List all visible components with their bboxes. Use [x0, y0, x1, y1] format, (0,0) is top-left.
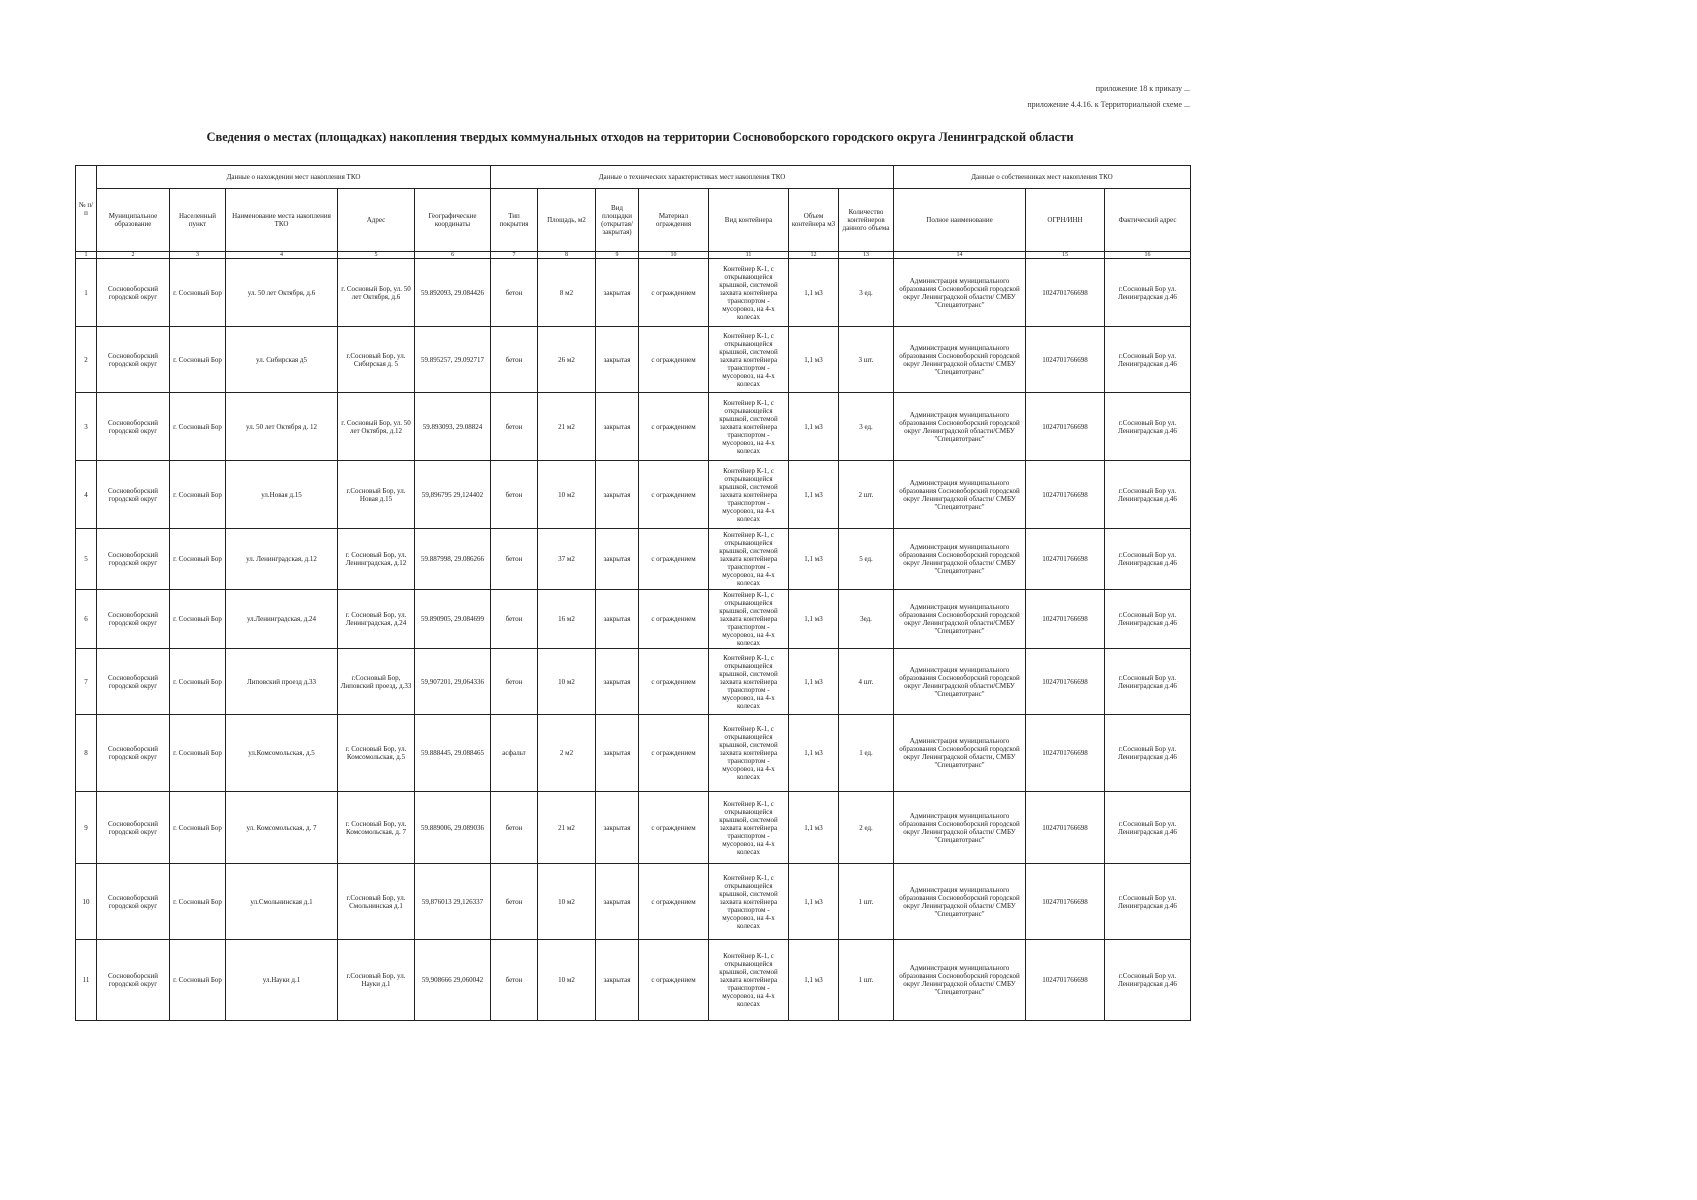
coordinates-cell: 59,908666 29,060042 — [415, 940, 491, 1021]
ogrn-cell: 1024701766698 — [1026, 792, 1105, 864]
owner-name-cell: Администрация муниципального образования Сосновоборский городской округ Ленинградской области/СМБУ "Спецавтотранс" — [894, 590, 1026, 649]
settlement-cell: г. Сосновый Бор — [170, 590, 226, 649]
municipality-cell: Сосновоборский городской округ — [97, 529, 170, 590]
column-header: Географические координаты — [415, 189, 491, 252]
site-kind-cell: закрытая — [596, 864, 639, 940]
container-type-cell: Контейнер К-1, с открывающейся крышкой, системой захвата контейнера транспортом - мусоровоз, на 4-х колесах — [709, 864, 789, 940]
group-owners-header: Данные о собственниках мест накопления ТКО — [894, 166, 1191, 189]
surface-type-cell: бетон — [491, 529, 538, 590]
container-count-cell: 4 шт. — [839, 649, 894, 715]
owner-name-cell: Администрация муниципального образования Сосновоборский городской округ Ленинградской области/ СМБУ "Спецавтотранс" — [894, 792, 1026, 864]
settlement-cell: г. Сосновый Бор — [170, 792, 226, 864]
actual-address-cell: г.Сосновый Бор ул. Ленинградская д.46 — [1105, 393, 1191, 461]
site-name-cell: ул.Смольнинская д.1 — [226, 864, 338, 940]
surface-type-cell: бетон — [491, 259, 538, 327]
owner-name-cell: Администрация муниципального образования Сосновоборский городской округ Ленинградской области/ СМБУ "Спецавтотранс" — [894, 940, 1026, 1021]
ogrn-cell: 1024701766698 — [1026, 259, 1105, 327]
container-count-cell: 3ед. — [839, 590, 894, 649]
ogrn-cell: 1024701766698 — [1026, 649, 1105, 715]
address-cell: г.Сосновый Бор, ул. Новая д.15 — [338, 461, 415, 529]
column-number: 7 — [491, 252, 538, 259]
settlement-cell: г. Сосновый Бор — [170, 327, 226, 393]
coordinates-cell: 59,876013 29,126337 — [415, 864, 491, 940]
address-cell: г. Сосновый Бор, ул. Ленинградская, д.24 — [338, 590, 415, 649]
actual-address-cell: г.Сосновый Бор ул. Ленинградская д.46 — [1105, 940, 1191, 1021]
appendix-note-order: приложение 18 к приказу ... — [1095, 84, 1190, 93]
settlement-cell: г. Сосновый Бор — [170, 940, 226, 1021]
container-volume-cell: 1,1 м3 — [789, 590, 839, 649]
settlement-cell: г. Сосновый Бор — [170, 461, 226, 529]
owner-name-cell: Администрация муниципального образования Сосновоборский городской округ Ленинградской области/ СМБУ "Спецавтотранс" — [894, 461, 1026, 529]
coordinates-cell: 59.893093, 29.08824 — [415, 393, 491, 461]
column-header: ОГРН/ИНН — [1026, 189, 1105, 252]
container-count-cell: 3 шт. — [839, 327, 894, 393]
surface-type-cell: бетон — [491, 940, 538, 1021]
row-number-cell: 5 — [76, 529, 97, 590]
ogrn-cell: 1024701766698 — [1026, 529, 1105, 590]
fence-material-cell: с ограждением — [639, 792, 709, 864]
area-cell: 21 м2 — [538, 792, 596, 864]
actual-address-cell: г.Сосновый Бор ул. Ленинградская д.46 — [1105, 259, 1191, 327]
row-number-cell: 1 — [76, 259, 97, 327]
column-header: Муниципальное образование — [97, 189, 170, 252]
site-name-cell: ул. Ленинградская, д.12 — [226, 529, 338, 590]
surface-type-cell: бетон — [491, 649, 538, 715]
site-kind-cell: закрытая — [596, 259, 639, 327]
site-name-cell: ул.Комсомольская, д.5 — [226, 715, 338, 792]
surface-type-cell: бетон — [491, 590, 538, 649]
column-number: 1 — [76, 252, 97, 259]
fence-material-cell: с ограждением — [639, 940, 709, 1021]
owner-name-cell: Администрация муниципального образования Сосновоборский городской округ Ленинградской области/ СМБУ "Спецавтотранс" — [894, 327, 1026, 393]
fence-material-cell: с ограждением — [639, 327, 709, 393]
fence-material-cell: с ограждением — [639, 259, 709, 327]
container-count-cell: 3 ед. — [839, 259, 894, 327]
column-header: Количество контейнеров данного объема — [839, 189, 894, 252]
settlement-cell: г. Сосновый Бор — [170, 649, 226, 715]
municipality-cell: Сосновоборский городской округ — [97, 715, 170, 792]
container-count-cell: 1 ед. — [839, 715, 894, 792]
actual-address-cell: г.Сосновый Бор ул. Ленинградская д.46 — [1105, 461, 1191, 529]
column-header: Тип покрытия — [491, 189, 538, 252]
owner-name-cell: Администрация муниципального образования Сосновоборский городской округ Ленинградской области, СМБУ "Спецавтотранс" — [894, 715, 1026, 792]
actual-address-cell: г.Сосновый Бор ул. Ленинградская д.46 — [1105, 649, 1191, 715]
coordinates-cell: 59,907201, 29,064336 — [415, 649, 491, 715]
column-number: 2 — [97, 252, 170, 259]
site-name-cell: Липовский проезд д.33 — [226, 649, 338, 715]
fence-material-cell: с ограждением — [639, 715, 709, 792]
container-count-cell: 2 шт. — [839, 461, 894, 529]
container-volume-cell: 1,1 м3 — [789, 940, 839, 1021]
area-cell: 10 м2 — [538, 940, 596, 1021]
site-kind-cell: закрытая — [596, 792, 639, 864]
ogrn-cell: 1024701766698 — [1026, 715, 1105, 792]
table-row — [76, 393, 1191, 461]
site-name-cell: ул. 50 лет Октября, д.6 — [226, 259, 338, 327]
area-cell: 2 м2 — [538, 715, 596, 792]
row-number-cell: 10 — [76, 864, 97, 940]
actual-address-cell: г.Сосновый Бор ул. Ленинградская д.46 — [1105, 590, 1191, 649]
site-name-cell: ул. Комсомольская, д. 7 — [226, 792, 338, 864]
actual-address-cell: г.Сосновый Бор ул. Ленинградская д.46 — [1105, 792, 1191, 864]
column-number: 14 — [894, 252, 1026, 259]
row-number-cell: 2 — [76, 327, 97, 393]
column-header: Объем контейнера м3 — [789, 189, 839, 252]
row-number-cell: 11 — [76, 940, 97, 1021]
area-cell: 8 м2 — [538, 259, 596, 327]
site-kind-cell: закрытая — [596, 715, 639, 792]
owner-name-cell: Администрация муниципального образования Сосновоборский городской округ Ленинградской области/ СМБУ "Спецавтотранс" — [894, 259, 1026, 327]
group-technical-header: Данные о технических характеристиках мест накопления ТКО — [491, 166, 894, 189]
table-row — [76, 529, 1191, 590]
column-number: 15 — [1026, 252, 1105, 259]
actual-address-cell: г.Сосновый Бор ул. Ленинградская д.46 — [1105, 864, 1191, 940]
surface-type-cell: бетон — [491, 864, 538, 940]
actual-address-cell: г.Сосновый Бор ул. Ленинградская д.46 — [1105, 715, 1191, 792]
address-cell: г.Сосновый Бор, ул. Науки д.1 — [338, 940, 415, 1021]
column-number: 9 — [596, 252, 639, 259]
container-type-cell: Контейнер К-1, с открывающейся крышкой, системой захвата контейнера транспортом - мусоровоз, на 4-х колесах — [709, 940, 789, 1021]
address-cell: г.Сосновый Бор, ул. Смольнинская д.1 — [338, 864, 415, 940]
address-cell: г.Сосновый Бор, Липовский проезд, д.33 — [338, 649, 415, 715]
column-header: Фактический адрес — [1105, 189, 1191, 252]
column-number: 10 — [639, 252, 709, 259]
area-cell: 10 м2 — [538, 461, 596, 529]
column-header-row — [76, 189, 1191, 252]
settlement-cell: г. Сосновый Бор — [170, 715, 226, 792]
actual-address-cell: г.Сосновый Бор ул. Ленинградская д.46 — [1105, 327, 1191, 393]
settlement-cell: г. Сосновый Бор — [170, 529, 226, 590]
coordinates-cell: 59.888445, 29.088465 — [415, 715, 491, 792]
municipality-cell: Сосновоборский городской округ — [97, 940, 170, 1021]
address-cell: г. Сосновый Бор, ул. 50 лет Октября, д.12 — [338, 393, 415, 461]
municipality-cell: Сосновоборский городской округ — [97, 393, 170, 461]
owner-name-cell: Администрация муниципального образования Сосновоборский городской округ Ленинградской области/ СМБУ "Спецавтотранс" — [894, 864, 1026, 940]
area-cell: 21 м2 — [538, 393, 596, 461]
ogrn-cell: 1024701766698 — [1026, 461, 1105, 529]
area-cell: 10 м2 — [538, 864, 596, 940]
column-number: 3 — [170, 252, 226, 259]
column-number: 11 — [709, 252, 789, 259]
coordinates-cell: 59.895257, 29.092717 — [415, 327, 491, 393]
ogrn-cell: 1024701766698 — [1026, 590, 1105, 649]
table-row — [76, 940, 1191, 1021]
container-type-cell: Контейнер К-1, с открывающейся крышкой, системой захвата контейнера транспортом - мусоровоз, на 4-х колесах — [709, 259, 789, 327]
address-cell: г.Сосновый Бор, ул. Сибирская д. 5 — [338, 327, 415, 393]
container-volume-cell: 1,1 м3 — [789, 649, 839, 715]
container-volume-cell: 1,1 м3 — [789, 327, 839, 393]
container-count-cell: 3 ед. — [839, 393, 894, 461]
header-group-row — [76, 166, 1191, 189]
table-row — [76, 649, 1191, 715]
container-volume-cell: 1,1 м3 — [789, 259, 839, 327]
fence-material-cell: с ограждением — [639, 649, 709, 715]
site-name-cell: ул.Науки д.1 — [226, 940, 338, 1021]
settlement-cell: г. Сосновый Бор — [170, 393, 226, 461]
table-row — [76, 792, 1191, 864]
fence-material-cell: с ограждением — [639, 461, 709, 529]
container-type-cell: Контейнер К-1, с открывающейся крышкой, системой захвата контейнера транспортом - мусоровоз, на 4-х колесах — [709, 393, 789, 461]
ogrn-cell: 1024701766698 — [1026, 327, 1105, 393]
municipality-cell: Сосновоборский городской округ — [97, 461, 170, 529]
ogrn-cell: 1024701766698 — [1026, 393, 1105, 461]
surface-type-cell: бетон — [491, 393, 538, 461]
municipality-cell: Сосновоборский городской округ — [97, 864, 170, 940]
row-number-cell: 6 — [76, 590, 97, 649]
settlement-cell: г. Сосновый Бор — [170, 259, 226, 327]
container-count-cell: 1 шт. — [839, 940, 894, 1021]
container-volume-cell: 1,1 м3 — [789, 715, 839, 792]
container-type-cell: Контейнер К-1, с открывающейся крышкой, системой захвата контейнера транспортом - мусоровоз, на 4-х колесах — [709, 715, 789, 792]
column-number: 8 — [538, 252, 596, 259]
coordinates-cell: 59.892093, 29.084426 — [415, 259, 491, 327]
column-number: 16 — [1105, 252, 1191, 259]
surface-type-cell: бетон — [491, 327, 538, 393]
municipality-cell: Сосновоборский городской округ — [97, 792, 170, 864]
coordinates-cell: 59.889006, 29.089036 — [415, 792, 491, 864]
municipality-cell: Сосновоборский городской округ — [97, 649, 170, 715]
group-location-header: Данные о нахождении мест накопления ТКО — [97, 166, 491, 189]
site-kind-cell: закрытая — [596, 590, 639, 649]
actual-address-cell: г.Сосновый Бор ул. Ленинградская д.46 — [1105, 529, 1191, 590]
column-number: 5 — [338, 252, 415, 259]
fence-material-cell: с ограждением — [639, 864, 709, 940]
column-number: 6 — [415, 252, 491, 259]
settlement-cell: г. Сосновый Бор — [170, 864, 226, 940]
coordinates-cell: 59,896795 29,124402 — [415, 461, 491, 529]
surface-type-cell: бетон — [491, 792, 538, 864]
site-kind-cell: закрытая — [596, 327, 639, 393]
site-name-cell: ул.Новая д.15 — [226, 461, 338, 529]
municipality-cell: Сосновоборский городской округ — [97, 259, 170, 327]
table-row — [76, 590, 1191, 649]
row-number-cell: 4 — [76, 461, 97, 529]
container-type-cell: Контейнер К-1, с открывающейся крышкой, системой захвата контейнера транспортом - мусоровоз, на 4-х колесах — [709, 327, 789, 393]
site-kind-cell: закрытая — [596, 940, 639, 1021]
header-row-number: № п/п — [76, 166, 97, 252]
row-number-cell: 8 — [76, 715, 97, 792]
column-number: 12 — [789, 252, 839, 259]
ogrn-cell: 1024701766698 — [1026, 864, 1105, 940]
container-type-cell: Контейнер К-1, с открывающейся крышкой, системой захвата контейнера транспортом - мусоровоз, на 4-х колесах — [709, 649, 789, 715]
column-number-row — [76, 252, 1191, 259]
area-cell: 26 м2 — [538, 327, 596, 393]
container-count-cell: 2 ед. — [839, 792, 894, 864]
ogrn-cell: 1024701766698 — [1026, 940, 1105, 1021]
fence-material-cell: с ограждением — [639, 590, 709, 649]
owner-name-cell: Администрация муниципального образования Сосновоборский городской округ Ленинградской области/ СМБУ "Спецавтотранс" — [894, 529, 1026, 590]
column-header: Адрес — [338, 189, 415, 252]
site-name-cell: ул. 50 лет Октября д. 12 — [226, 393, 338, 461]
table-row — [76, 715, 1191, 792]
column-header: Вид площадки (открытая/закрытая) — [596, 189, 639, 252]
owner-name-cell: Администрация муниципального образования Сосновоборский городской округ Ленинградской области/СМБУ "Спецавтотранс" — [894, 649, 1026, 715]
column-header: Полное наименование — [894, 189, 1026, 252]
surface-type-cell: асфальт — [491, 715, 538, 792]
coordinates-cell: 59.887998, 29.086266 — [415, 529, 491, 590]
column-header: Площадь, м2 — [538, 189, 596, 252]
area-cell: 37 м2 — [538, 529, 596, 590]
municipality-cell: Сосновоборский городской округ — [97, 590, 170, 649]
container-count-cell: 5 ед. — [839, 529, 894, 590]
site-kind-cell: закрытая — [596, 529, 639, 590]
tko-sites-table — [75, 165, 1191, 1021]
table-body — [76, 259, 1191, 1021]
row-number-cell: 7 — [76, 649, 97, 715]
container-volume-cell: 1,1 м3 — [789, 529, 839, 590]
document-title: Сведения о местах (площадках) накопления твердых коммунальных отходов на территории Сосновоборского городского округа Ленинградской области — [206, 130, 1074, 144]
table-row — [76, 259, 1191, 327]
container-volume-cell: 1,1 м3 — [789, 393, 839, 461]
table-row — [76, 327, 1191, 393]
row-number-cell: 9 — [76, 792, 97, 864]
municipality-cell: Сосновоборский городской округ — [97, 327, 170, 393]
fence-material-cell: с ограждением — [639, 529, 709, 590]
address-cell: г. Сосновый Бор, ул. 50 лет Октября, д.6 — [338, 259, 415, 327]
container-volume-cell: 1,1 м3 — [789, 864, 839, 940]
site-kind-cell: закрытая — [596, 461, 639, 529]
site-kind-cell: закрытая — [596, 393, 639, 461]
container-type-cell: Контейнер К-1, с открывающейся крышкой, системой захвата контейнера транспортом - мусоровоз, на 4-х колесах — [709, 529, 789, 590]
site-kind-cell: закрытая — [596, 649, 639, 715]
container-type-cell: Контейнер К-1, с открывающейся крышкой, системой захвата контейнера транспортом - мусоровоз, на 4-х колесах — [709, 792, 789, 864]
area-cell: 16 м2 — [538, 590, 596, 649]
site-name-cell: ул. Сибирская д5 — [226, 327, 338, 393]
address-cell: г. Сосновый Бор, ул. Ленинградская, д.12 — [338, 529, 415, 590]
column-number: 4 — [226, 252, 338, 259]
fence-material-cell: с ограждением — [639, 393, 709, 461]
container-type-cell: Контейнер К-1, с открывающейся крышкой, системой захвата контейнера транспортом - мусоровоз, на 4-х колесах — [709, 590, 789, 649]
table-row — [76, 461, 1191, 529]
container-count-cell: 1 шт. — [839, 864, 894, 940]
table-row — [76, 864, 1191, 940]
appendix-note-scheme: приложение 4.4.16. к Территориальной схеме ... — [1027, 100, 1190, 109]
column-header: Вид контейнера — [709, 189, 789, 252]
area-cell: 10 м2 — [538, 649, 596, 715]
container-type-cell: Контейнер К-1, с открывающейся крышкой, системой захвата контейнера транспортом - мусоровоз, на 4-х колесах — [709, 461, 789, 529]
column-number: 13 — [839, 252, 894, 259]
site-name-cell: ул.Ленинградская, д.24 — [226, 590, 338, 649]
container-volume-cell: 1,1 м3 — [789, 461, 839, 529]
container-volume-cell: 1,1 м3 — [789, 792, 839, 864]
column-header: Наименование места накопления ТКО — [226, 189, 338, 252]
coordinates-cell: 59.890905, 29.084699 — [415, 590, 491, 649]
address-cell: г. Сосновый Бор, ул. Комсомольская, д. 7 — [338, 792, 415, 864]
column-header: Населенный пункт — [170, 189, 226, 252]
row-number-cell: 3 — [76, 393, 97, 461]
column-header: Материал ограждения — [639, 189, 709, 252]
surface-type-cell: бетон — [491, 461, 538, 529]
address-cell: г. Сосновый Бор, ул. Комсомольская, д.5 — [338, 715, 415, 792]
owner-name-cell: Администрация муниципального образования Сосновоборский городской округ Ленинградской области/СМБУ "Спецавтотранс" — [894, 393, 1026, 461]
